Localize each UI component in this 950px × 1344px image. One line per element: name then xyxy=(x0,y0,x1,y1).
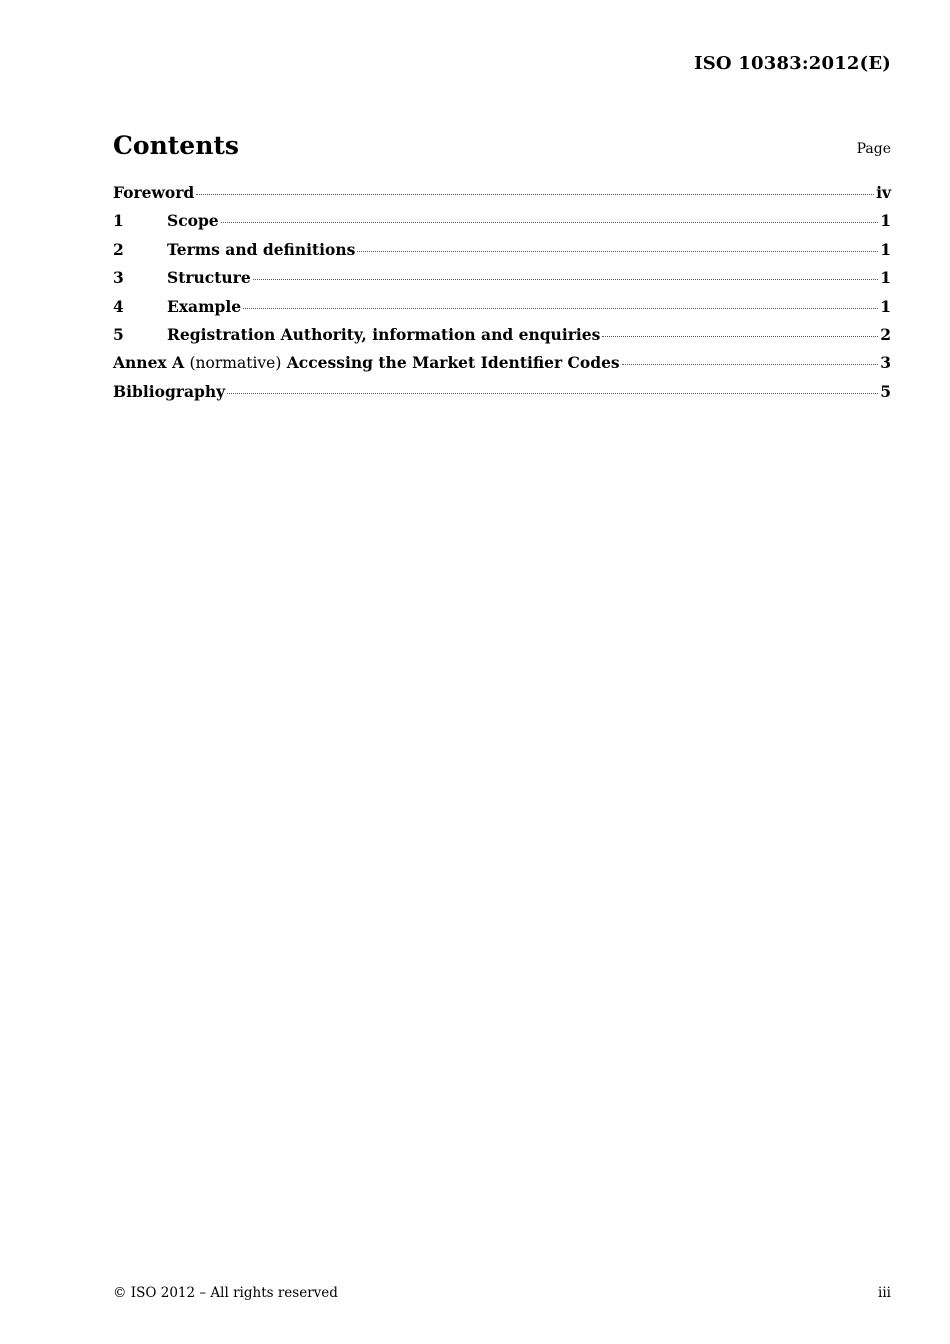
dot-leader xyxy=(196,194,874,195)
annex-normative-note: (normative) xyxy=(189,354,282,373)
toc-entry-number: 4 xyxy=(113,296,124,316)
dot-leader xyxy=(221,222,879,223)
page-column-label: Page xyxy=(856,141,891,157)
document-id: ISO 10383:2012(E) xyxy=(694,53,891,74)
toc-entry-foreword[interactable] xyxy=(113,183,891,211)
toc-entry-terms-and-definitions[interactable] xyxy=(113,240,891,268)
toc-entry-title: Terms and definitions xyxy=(167,239,356,259)
toc-entry-page: 2 xyxy=(880,324,891,344)
toc-entry-title: Registration Authority, information and enquiries xyxy=(167,324,601,344)
dot-leader xyxy=(602,336,878,337)
dot-leader xyxy=(253,279,879,280)
toc-entry-structure[interactable] xyxy=(113,268,891,296)
toc-entry-page: iv xyxy=(876,183,891,202)
table-of-contents xyxy=(113,183,891,410)
toc-entry-title: Foreword xyxy=(113,183,195,202)
dot-leader xyxy=(357,251,878,252)
toc-entry-bibliography[interactable] xyxy=(113,382,891,410)
toc-entry-page: 1 xyxy=(880,211,891,231)
toc-entry-example[interactable] xyxy=(113,297,891,325)
dot-leader xyxy=(227,393,878,394)
contents-heading: Contents xyxy=(113,131,240,160)
toc-entry-page: 3 xyxy=(880,353,891,373)
toc-entry-title: Scope xyxy=(167,211,219,231)
toc-entry-title: Example xyxy=(167,296,242,316)
toc-entry-page: 1 xyxy=(880,268,891,288)
toc-entry-title: Structure xyxy=(167,268,251,288)
toc-entry-title-group xyxy=(113,353,620,372)
toc-entry-title: Bibliography xyxy=(113,381,226,401)
toc-entry-page: 1 xyxy=(880,239,891,259)
toc-entry-annex-a[interactable] xyxy=(113,353,891,381)
footer-copyright: © ISO 2012 – All rights reserved xyxy=(113,1285,338,1301)
toc-entry-page: 1 xyxy=(880,296,891,316)
toc-entry-number: 2 xyxy=(113,239,124,259)
toc-entry-registration-authority[interactable] xyxy=(113,325,891,353)
toc-entry-title: Accessing the Market Identifier Codes xyxy=(286,353,620,373)
toc-entry-number: 5 xyxy=(113,324,124,344)
annex-label: Annex A xyxy=(113,353,185,373)
dot-leader xyxy=(243,308,878,309)
footer-page-number: iii xyxy=(878,1285,891,1301)
toc-entry-number: 1 xyxy=(113,211,124,231)
toc-entry-number: 3 xyxy=(113,268,124,288)
toc-entry-page: 5 xyxy=(880,381,891,401)
toc-entry-scope[interactable] xyxy=(113,211,891,239)
dot-leader xyxy=(622,364,879,365)
